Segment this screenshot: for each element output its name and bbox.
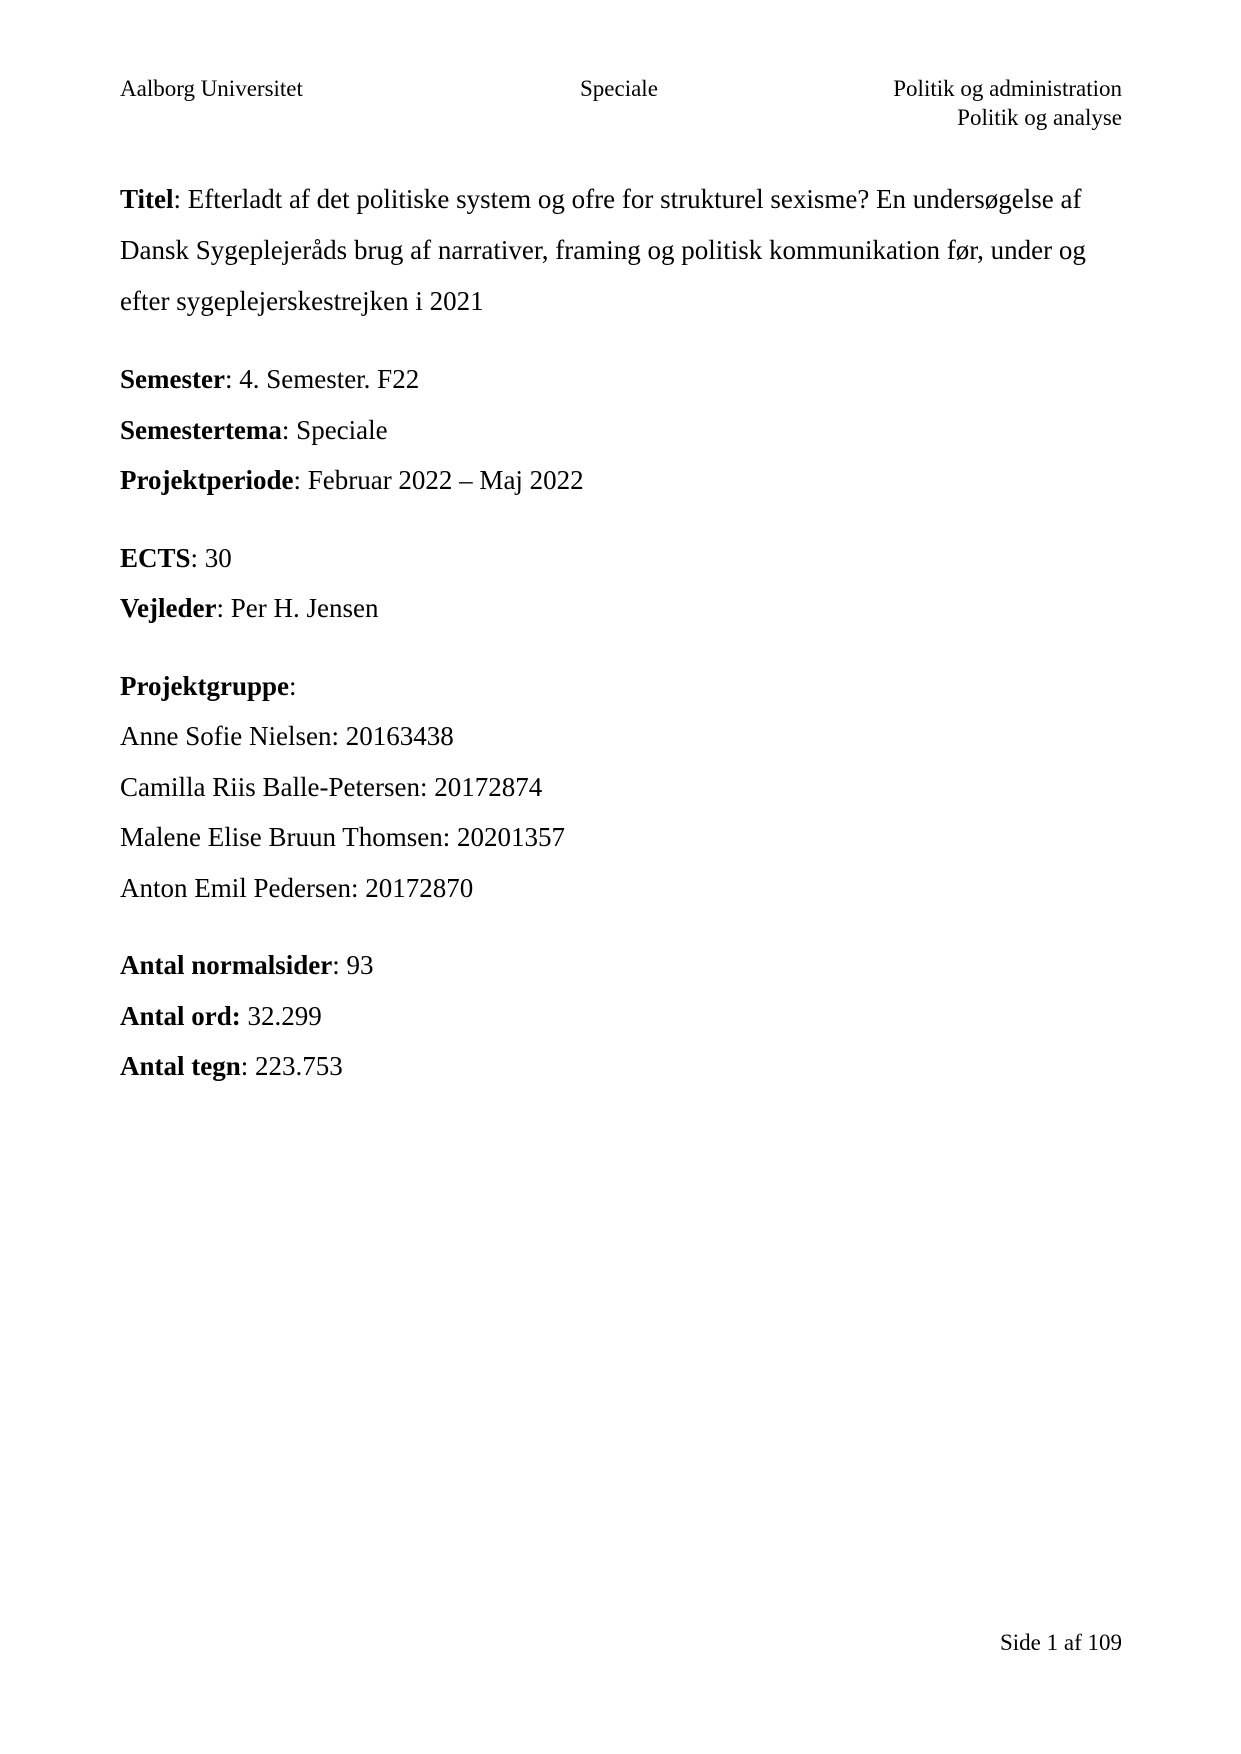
group-member: Anne Sofie Nielsen: 20163438 [120,721,454,751]
project-group [120,661,1122,914]
page-number: Side 1 af 109 [999,1630,1122,1655]
semester-label: Semester [120,364,225,394]
normalsider-label: Antal normalsider [120,950,333,980]
ects-value: : 30 [190,542,232,573]
vejleder-value: : Per H. Jensen [216,593,379,623]
projektperiode-row [120,455,1122,506]
thesis-title [120,174,1122,327]
group-member: Malene Elise Bruun Thomsen: 20201357 [120,822,565,852]
semestertema-row [120,405,1122,456]
projektgruppe-label: Projektgruppe [120,670,289,701]
projektgruppe-suffix: : [289,670,297,701]
group-member: Camilla Riis Balle-Petersen: 20172874 [120,771,543,802]
vejleder-label: Vejleder [120,593,217,623]
title-label: Titel [120,184,174,214]
tegn-value: : 223.753 [240,1051,343,1081]
semester-value: : 4. Semester. F22 [224,364,420,394]
tegn-row [120,1041,1122,1092]
header-university: Aalborg Universitet [120,76,303,101]
ord-value: 32.299 [240,1000,322,1031]
ord-row [120,991,1122,1042]
semester-info [120,354,1122,506]
projektgruppe-heading [120,661,1122,712]
ects-row [120,533,1122,584]
tegn-label: Antal tegn [120,1051,241,1081]
front-page-content [120,174,1122,1092]
ord-label: Antal ord: [120,1000,241,1031]
semester-row [120,354,1122,405]
title-text: : Efterladt af det politiske system og ofre for strukturel sexisme? En undersøgelse af Dansk Sygeplejeråds brug af narrativer, framing og politisk kommunikation før, under og efter sygeplejerskestrejken i 2021 [120,184,1086,316]
document-statistics [120,940,1122,1092]
semestertema-label: Semestertema [120,414,282,445]
semestertema-value: : Speciale [281,414,388,445]
group-member: Anton Emil Pedersen: 20172870 [120,872,474,903]
normalsider-row [120,940,1122,991]
header-program-line1: Politik og administration [893,76,1122,101]
vejleder-row [120,583,1122,634]
header-program [893,74,1122,132]
header-document-type: Speciale [580,76,658,101]
ects-label: ECTS [120,542,191,573]
projektperiode-label: Projektperiode [120,465,294,495]
supervision-info [120,533,1122,634]
page-header [120,74,1122,134]
projektperiode-value: : Februar 2022 – Maj 2022 [293,465,584,495]
normalsider-value: : 93 [332,950,374,980]
header-program-line2: Politik og analyse [957,105,1122,130]
